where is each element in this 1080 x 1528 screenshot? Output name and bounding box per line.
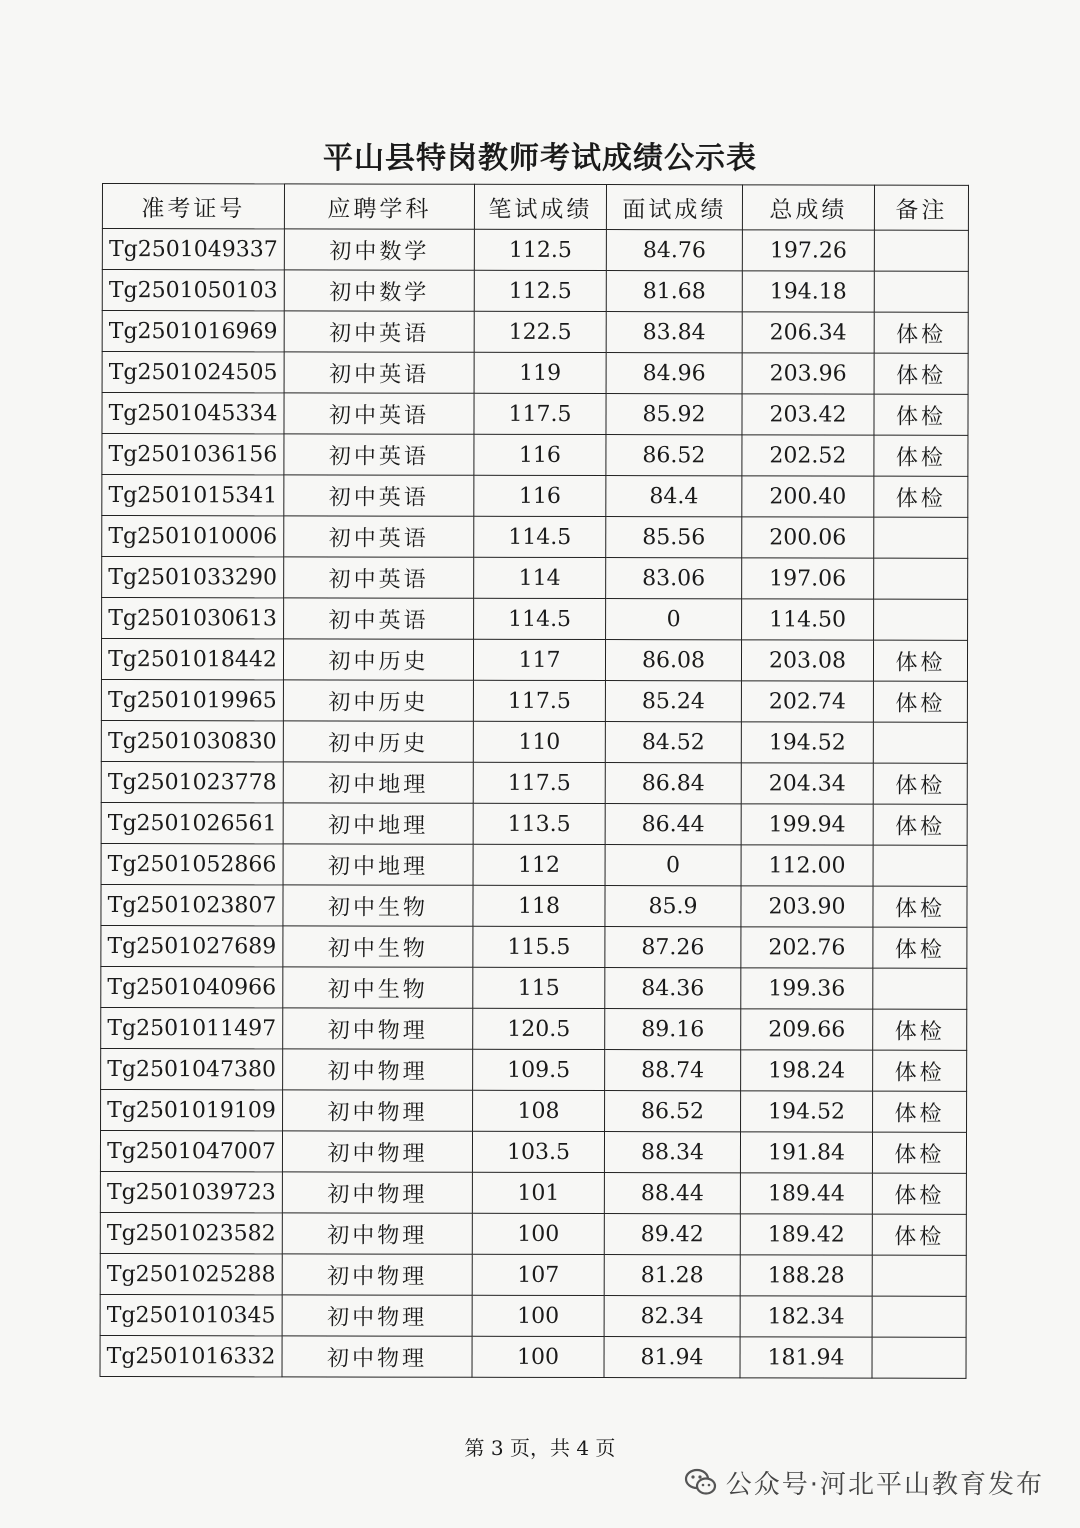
total-score-cell: 203.96 [742, 353, 874, 394]
exam-id-cell: Tg2501023807 [101, 884, 283, 925]
table-row [102, 229, 968, 272]
remark-cell: 体检 [873, 927, 967, 968]
interview-score-cell: 85.9 [605, 886, 741, 927]
written-score-cell: 115 [473, 967, 605, 1008]
written-score-cell: 113.5 [473, 803, 605, 844]
interview-score-cell: 88.44 [604, 1173, 740, 1214]
table-row [101, 1048, 967, 1091]
exam-id-cell: Tg2501047007 [100, 1130, 282, 1171]
subject-cell: 初中历史 [283, 639, 473, 680]
exam-id-cell: Tg2501045334 [102, 393, 284, 434]
total-score-cell: 202.74 [741, 681, 873, 722]
written-score-cell: 101 [472, 1172, 604, 1213]
written-score-cell: 116 [474, 475, 606, 516]
total-score-cell: 209.66 [741, 1009, 873, 1050]
exam-id-cell: Tg2501018442 [101, 639, 283, 680]
remark-cell: 体检 [873, 1050, 967, 1091]
interview-score-cell: 0 [605, 845, 741, 886]
exam-id-cell: Tg2501036156 [102, 434, 284, 475]
subject-cell: 初中物理 [282, 1131, 472, 1172]
interview-score-cell: 81.68 [606, 271, 742, 312]
interview-score-cell: 86.52 [606, 435, 742, 476]
remark-cell [872, 1296, 966, 1337]
subject-cell: 初中生物 [283, 885, 473, 926]
column-header-remark: 备注 [874, 185, 968, 230]
table-row [101, 1089, 967, 1132]
remark-cell: 体检 [872, 1173, 966, 1214]
watermark-text: 公众号·河北平山教育发布 [725, 1469, 1044, 1500]
subject-cell: 初中物理 [282, 1213, 472, 1254]
remark-cell: 体检 [873, 681, 967, 722]
remark-cell: 体检 [873, 804, 967, 845]
subject-cell: 初中英语 [284, 557, 474, 598]
table-row [101, 966, 967, 1009]
table-row [100, 1294, 966, 1337]
column-header-written-score: 笔试成绩 [474, 184, 606, 229]
remark-cell: 体检 [874, 435, 968, 476]
remark-cell [872, 1255, 966, 1296]
total-score-cell: 194.52 [741, 1091, 873, 1132]
remark-cell: 体检 [874, 394, 968, 435]
subject-cell: 初中英语 [284, 311, 474, 352]
written-score-cell: 108 [473, 1090, 605, 1131]
interview-score-cell: 88.34 [604, 1132, 740, 1173]
exam-id-cell: Tg2501023582 [100, 1212, 282, 1253]
interview-score-cell: 85.56 [606, 517, 742, 558]
column-header-total-score: 总成绩 [742, 185, 874, 230]
total-score-cell: 189.44 [740, 1173, 872, 1214]
interview-score-cell: 88.74 [605, 1050, 741, 1091]
interview-score-cell: 85.24 [605, 681, 741, 722]
exam-id-cell: Tg2501030613 [102, 598, 284, 639]
table-row [102, 557, 968, 600]
written-score-cell: 115.5 [473, 926, 605, 967]
exam-id-cell: Tg2501011497 [101, 1007, 283, 1048]
remark-cell [874, 558, 968, 599]
exam-id-cell: Tg2501010345 [100, 1294, 282, 1335]
table-row [100, 1171, 966, 1214]
table-row [102, 352, 968, 395]
subject-cell: 初中物理 [282, 1254, 472, 1295]
total-score-cell: 189.42 [740, 1214, 872, 1255]
table-row [101, 884, 967, 927]
interview-score-cell: 84.96 [606, 353, 742, 394]
remark-cell [873, 722, 967, 763]
interview-score-cell: 86.84 [605, 763, 741, 804]
table-row [101, 843, 967, 886]
interview-score-cell: 83.06 [606, 558, 742, 599]
remark-cell [874, 517, 968, 558]
interview-score-cell: 86.08 [605, 640, 741, 681]
written-score-cell: 116 [474, 434, 606, 475]
remark-cell: 体检 [873, 1009, 967, 1050]
total-score-cell: 203.08 [741, 640, 873, 681]
column-header-subject: 应聘学科 [284, 184, 474, 229]
exam-id-cell: Tg2501023778 [101, 761, 283, 802]
exam-id-cell: Tg2501019109 [101, 1089, 283, 1130]
total-score-cell: 112.00 [741, 845, 873, 886]
subject-cell: 初中英语 [284, 516, 474, 557]
table-row [101, 1007, 967, 1050]
written-score-cell: 122.5 [474, 311, 606, 352]
exam-id-cell: Tg2501016969 [102, 311, 284, 352]
remark-cell [873, 968, 967, 1009]
written-score-cell: 103.5 [472, 1131, 604, 1172]
exam-id-cell: Tg2501026561 [101, 802, 283, 843]
exam-id-cell: Tg2501050103 [102, 270, 284, 311]
table-row [101, 802, 967, 845]
exam-id-cell: Tg2501025288 [100, 1253, 282, 1294]
subject-cell: 初中生物 [283, 926, 473, 967]
written-score-cell: 118 [473, 885, 605, 926]
table-row [101, 679, 967, 722]
table-row [102, 598, 968, 641]
interview-score-cell: 83.84 [606, 312, 742, 353]
table-row [100, 1253, 966, 1296]
subject-cell: 初中地理 [283, 844, 473, 885]
subject-cell: 初中物理 [282, 1295, 472, 1336]
interview-score-cell: 89.42 [604, 1214, 740, 1255]
written-score-cell: 100 [472, 1213, 604, 1254]
subject-cell: 初中物理 [283, 1008, 473, 1049]
total-score-cell: 197.26 [742, 230, 874, 271]
total-score-cell: 203.42 [742, 394, 874, 435]
written-score-cell: 117 [473, 639, 605, 680]
subject-cell: 初中物理 [283, 1090, 473, 1131]
subject-cell: 初中物理 [282, 1172, 472, 1213]
remark-cell [874, 230, 968, 271]
subject-cell: 初中物理 [282, 1336, 472, 1377]
exam-id-cell: Tg2501016332 [100, 1335, 282, 1376]
score-table-body [100, 229, 968, 1379]
interview-score-cell: 89.16 [605, 1009, 741, 1050]
interview-score-cell: 84.36 [605, 968, 741, 1009]
table-row [101, 925, 967, 968]
interview-score-cell: 86.52 [605, 1091, 741, 1132]
exam-id-cell: Tg2501027689 [101, 925, 283, 966]
column-header-exam-id: 准考证号 [102, 184, 284, 229]
remark-cell: 体检 [873, 763, 967, 804]
subject-cell: 初中物理 [283, 1049, 473, 1090]
written-score-cell: 120.5 [473, 1008, 605, 1049]
table-row [100, 1130, 966, 1173]
total-score-cell: 200.06 [742, 517, 874, 558]
subject-cell: 初中历史 [283, 680, 473, 721]
table-row [100, 1212, 966, 1255]
total-score-cell: 199.94 [741, 804, 873, 845]
subject-cell: 初中数学 [284, 229, 474, 270]
written-score-cell: 100 [472, 1336, 604, 1377]
exam-id-cell: Tg2501033290 [102, 557, 284, 598]
exam-id-cell: Tg2501010006 [102, 516, 284, 557]
remark-cell [873, 845, 967, 886]
total-score-cell: 182.34 [740, 1296, 872, 1337]
written-score-cell: 117.5 [473, 762, 605, 803]
written-score-cell: 114.5 [474, 598, 606, 639]
interview-score-cell: 85.92 [606, 394, 742, 435]
exam-id-cell: Tg2501039723 [100, 1171, 282, 1212]
interview-score-cell: 84.76 [606, 230, 742, 271]
total-score-cell: 114.50 [742, 599, 874, 640]
remark-cell: 体检 [872, 1132, 966, 1173]
total-score-cell: 204.34 [741, 763, 873, 804]
table-row [101, 639, 967, 682]
subject-cell: 初中英语 [284, 598, 474, 639]
remark-cell: 体检 [874, 353, 968, 394]
total-score-cell: 199.36 [741, 968, 873, 1009]
page-title: 平山县特岗教师考试成绩公示表 [323, 141, 757, 176]
total-score-cell: 197.06 [742, 558, 874, 599]
written-score-cell: 117.5 [473, 680, 605, 721]
total-score-cell: 206.34 [742, 312, 874, 353]
total-score-cell: 191.84 [740, 1132, 872, 1173]
written-score-cell: 114 [474, 557, 606, 598]
subject-cell: 初中地理 [283, 762, 473, 803]
wechat-icon [684, 1467, 718, 1497]
total-score-cell: 200.40 [742, 476, 874, 517]
exam-id-cell: Tg2501047380 [101, 1048, 283, 1089]
written-score-cell: 114.5 [474, 516, 606, 557]
remark-cell: 体检 [872, 1214, 966, 1255]
subject-cell: 初中数学 [284, 270, 474, 311]
written-score-cell: 107 [472, 1254, 604, 1295]
subject-cell: 初中英语 [284, 352, 474, 393]
exam-id-cell: Tg2501015341 [102, 475, 284, 516]
remark-cell: 体检 [874, 476, 968, 517]
total-score-cell: 203.90 [741, 886, 873, 927]
remark-cell [874, 599, 968, 640]
total-score-cell: 194.18 [742, 271, 874, 312]
remark-cell: 体检 [874, 312, 968, 353]
remark-cell [872, 1337, 966, 1378]
score-table [99, 183, 968, 1379]
interview-score-cell: 84.52 [605, 722, 741, 763]
written-score-cell: 112.5 [474, 229, 606, 270]
table-row [102, 516, 968, 559]
remark-cell: 体检 [873, 1091, 967, 1132]
table-row [102, 475, 968, 518]
remark-cell [874, 271, 968, 312]
table-row [101, 761, 967, 804]
table-row [102, 311, 968, 354]
table-row [101, 720, 967, 763]
exam-id-cell: Tg2501052866 [101, 843, 283, 884]
subject-cell: 初中英语 [284, 475, 474, 516]
interview-score-cell: 84.4 [606, 476, 742, 517]
interview-score-cell: 82.34 [604, 1296, 740, 1337]
written-score-cell: 112 [473, 844, 605, 885]
column-header-interview-score: 面试成绩 [606, 185, 742, 230]
subject-cell: 初中英语 [284, 434, 474, 475]
written-score-cell: 119 [474, 352, 606, 393]
written-score-cell: 109.5 [473, 1049, 605, 1090]
remark-cell: 体检 [873, 640, 967, 681]
exam-id-cell: Tg2501024505 [102, 352, 284, 393]
total-score-cell: 181.94 [740, 1337, 872, 1378]
written-score-cell: 117.5 [474, 393, 606, 434]
remark-cell: 体检 [873, 886, 967, 927]
table-row [102, 270, 968, 313]
total-score-cell: 202.76 [741, 927, 873, 968]
page-number: 第 3 页，共 4 页 [464, 1436, 616, 1460]
interview-score-cell: 81.28 [604, 1255, 740, 1296]
table-row [102, 393, 968, 436]
total-score-cell: 188.28 [740, 1255, 872, 1296]
interview-score-cell: 86.44 [605, 804, 741, 845]
total-score-cell: 198.24 [741, 1050, 873, 1091]
interview-score-cell: 87.26 [605, 927, 741, 968]
table-row [102, 434, 968, 477]
written-score-cell: 110 [473, 721, 605, 762]
interview-score-cell: 0 [606, 599, 742, 640]
subject-cell: 初中英语 [284, 393, 474, 434]
subject-cell: 初中生物 [283, 967, 473, 1008]
written-score-cell: 100 [472, 1295, 604, 1336]
exam-id-cell: Tg2501019965 [101, 679, 283, 720]
subject-cell: 初中地理 [283, 803, 473, 844]
exam-id-cell: Tg2501030830 [101, 720, 283, 761]
exam-id-cell: Tg2501040966 [101, 966, 283, 1007]
exam-id-cell: Tg2501049337 [102, 229, 284, 270]
interview-score-cell: 81.94 [604, 1337, 740, 1378]
table-header-row [102, 184, 968, 231]
watermark [684, 1462, 1044, 1502]
total-score-cell: 202.52 [742, 435, 874, 476]
total-score-cell: 194.52 [741, 722, 873, 763]
table-row [100, 1335, 966, 1378]
subject-cell: 初中历史 [283, 721, 473, 762]
written-score-cell: 112.5 [474, 270, 606, 311]
